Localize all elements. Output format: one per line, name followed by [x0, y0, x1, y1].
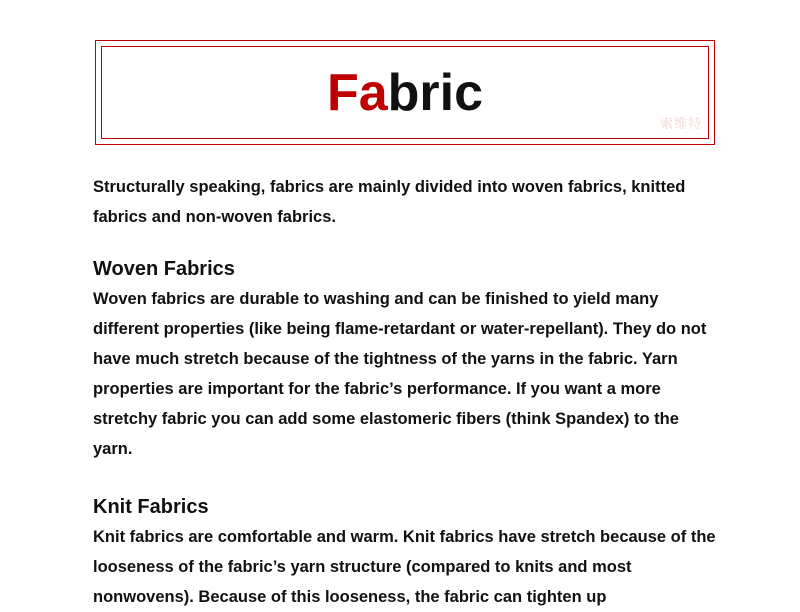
section-knit-fabrics [93, 492, 721, 612]
title-frame-inner-border [101, 46, 709, 139]
section-body-woven: Woven fabrics are durable to washing and can be finished to yield many different properties (like being flame-retardant or water-repellant). They do not have much stretch because of the tightness of the yarns in the fabric. Yarn properties are important for the fabric’s performance. If you want a more stretchy fabric you can add some elastomeric fibers (think Spandex) to the yarn. [93, 290, 707, 458]
section-heading-woven: Woven Fabrics [93, 258, 235, 280]
title-frame [95, 40, 715, 145]
section-body-knit: Knit fabrics are comfortable and warm. Knit fabrics have stretch because of the looseness of the fabric’s yarn structure (compared to knits and most nonwovens). Because of this looseness, the fabric can tighten up [93, 528, 716, 606]
watermark-text: 索维特 [659, 116, 702, 131]
document-content [93, 172, 721, 612]
page-title [326, 63, 484, 122]
page-title-accent: Fa [326, 63, 388, 122]
section-heading-knit: Knit Fabrics [93, 496, 209, 518]
section-woven-fabrics [93, 254, 721, 464]
page-title-rest: bric [387, 63, 484, 122]
intro-paragraph: Structurally speaking, fabrics are mainly divided into woven fabrics, knitted fabrics and non-woven fabrics. [93, 178, 686, 226]
